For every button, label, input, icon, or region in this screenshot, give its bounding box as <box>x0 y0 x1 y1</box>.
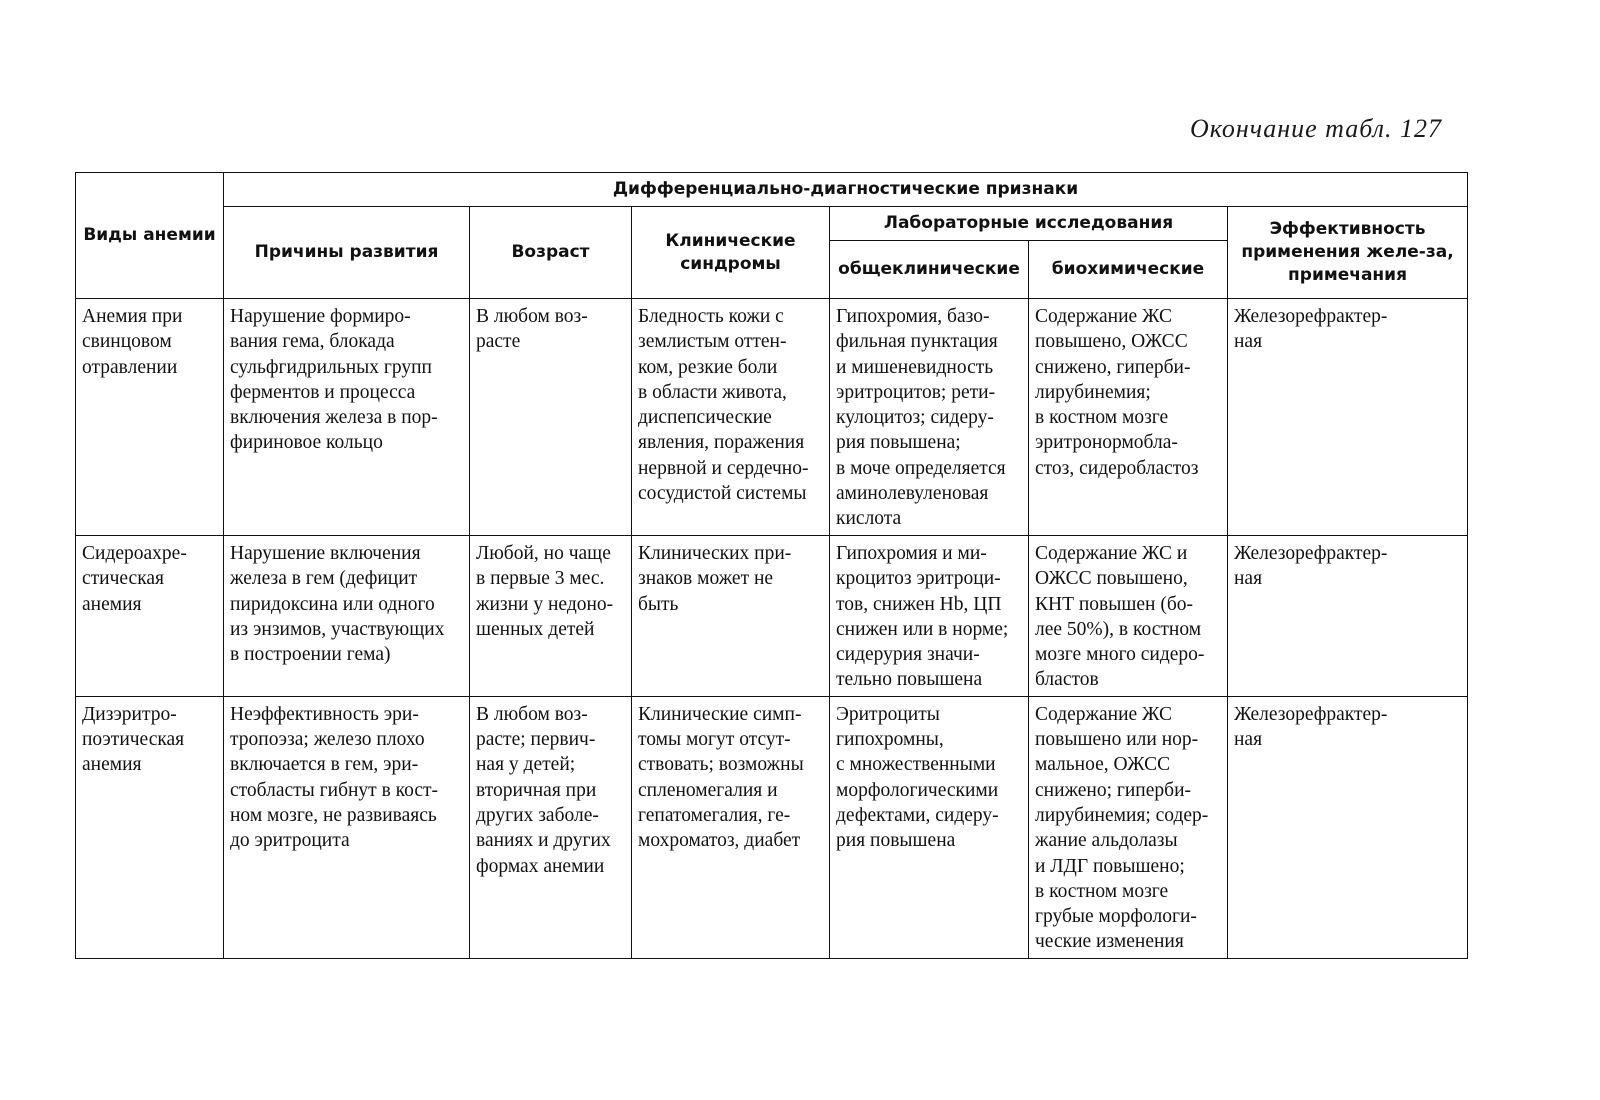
cell-biochemical: Содержание ЖС повышено или нор- мальное, ОЖСС снижено; гиперби- лирубинемия; содер- жание альдолазы и ЛДГ повышено; в костном мозге грубые морфологи- ческие изменения <box>1029 696 1228 958</box>
cell-causes: Неэффективность эри- тропоэза; железо плохо включается в гем, эри- стобласты гибнут в кост- ном мозге, не развиваясь до эритроцита <box>224 696 470 958</box>
cell-general-clinical: Гипохромия и ми- кроцитоз эритроци- тов, снижен Hb, ЦП снижен или в норме; сидерурия значи- тельно повышена <box>830 536 1029 697</box>
header-iron-efficacy: Эффективность применения желе-за, примечания <box>1228 207 1468 299</box>
cell-clinical: Клинических при- знаков может не быть <box>632 536 830 697</box>
table-row <box>76 299 1468 536</box>
cell-general-clinical: Гипохромия, базо- фильная пунктация и мишеневидность эритроцитов; рети- кулоцитоз; сидеру- рия повышена; в моче определяется аминолевуленовая кислота <box>830 299 1029 536</box>
table-continuation-caption: Окончание табл. 127 <box>1189 114 1442 143</box>
header-diagnostic-signs: Дифференциально-диагностические признаки <box>224 173 1468 207</box>
cell-causes: Нарушение включения железа в гем (дефицит пиридоксина или одного из энзимов, участвующих в построении гема) <box>224 536 470 697</box>
cell-anemia-type: Дизэритро- поэтическая анемия <box>76 696 224 958</box>
header-causes: Причины развития <box>224 207 470 299</box>
cell-causes: Нарушение формиро- вания гема, блокада сульфгидрильных групп ферментов и процесса включения железа в пор- фириновое кольцо <box>224 299 470 536</box>
cell-general-clinical: Эритроциты гипохромны, с множественными морфологическими дефектами, сидеру- рия повышена <box>830 696 1029 958</box>
cell-anemia-type: Анемия при свинцовом отравлении <box>76 299 224 536</box>
header-general-clinical: общеклинические <box>830 241 1029 299</box>
anemia-differential-table <box>75 172 1468 959</box>
cell-age: Любой, но чаще в первые 3 мес. жизни у недоно- шенных детей <box>470 536 632 697</box>
cell-clinical: Бледность кожи с землистым оттен- ком, резкие боли в области живота, диспепсические явления, поражения нервной и сердечно- сосудистой системы <box>632 299 830 536</box>
cell-age: В любом воз- расте; первич- ная у детей; вторичная при других заболе- ваниях и других формах анемии <box>470 696 632 958</box>
cell-biochemical: Содержание ЖС и ОЖСС повышено, КНТ повышен (бо- лее 50%), в костном мозге много сидеро- бластов <box>1029 536 1228 697</box>
header-lab-tests: Лабораторные исследования <box>830 207 1228 241</box>
header-age: Возраст <box>470 207 632 299</box>
cell-anemia-type: Сидероахре- стическая анемия <box>76 536 224 697</box>
header-biochemical: биохимические <box>1029 241 1228 299</box>
cell-efficacy: Железорефрактер- ная <box>1228 536 1468 697</box>
cell-clinical: Клинические симп- томы могут отсут- ствовать; возможны спленомегалия и гепатомегалия, ге- мохроматоз, диабет <box>632 696 830 958</box>
table-row <box>76 696 1468 958</box>
header-clinical-syndromes: Клинические синдромы <box>632 207 830 299</box>
cell-efficacy: Железорефрактер- ная <box>1228 299 1468 536</box>
cell-biochemical: Содержание ЖС повышено, ОЖСС снижено, гиперби- лирубинемия; в костном мозге эритронормобла- стоз, сидеробластоз <box>1029 299 1228 536</box>
header-anemia-types: Виды анемии <box>76 173 224 299</box>
cell-age: В любом воз- расте <box>470 299 632 536</box>
cell-efficacy: Железорефрактер- ная <box>1228 696 1468 958</box>
table-row <box>76 536 1468 697</box>
